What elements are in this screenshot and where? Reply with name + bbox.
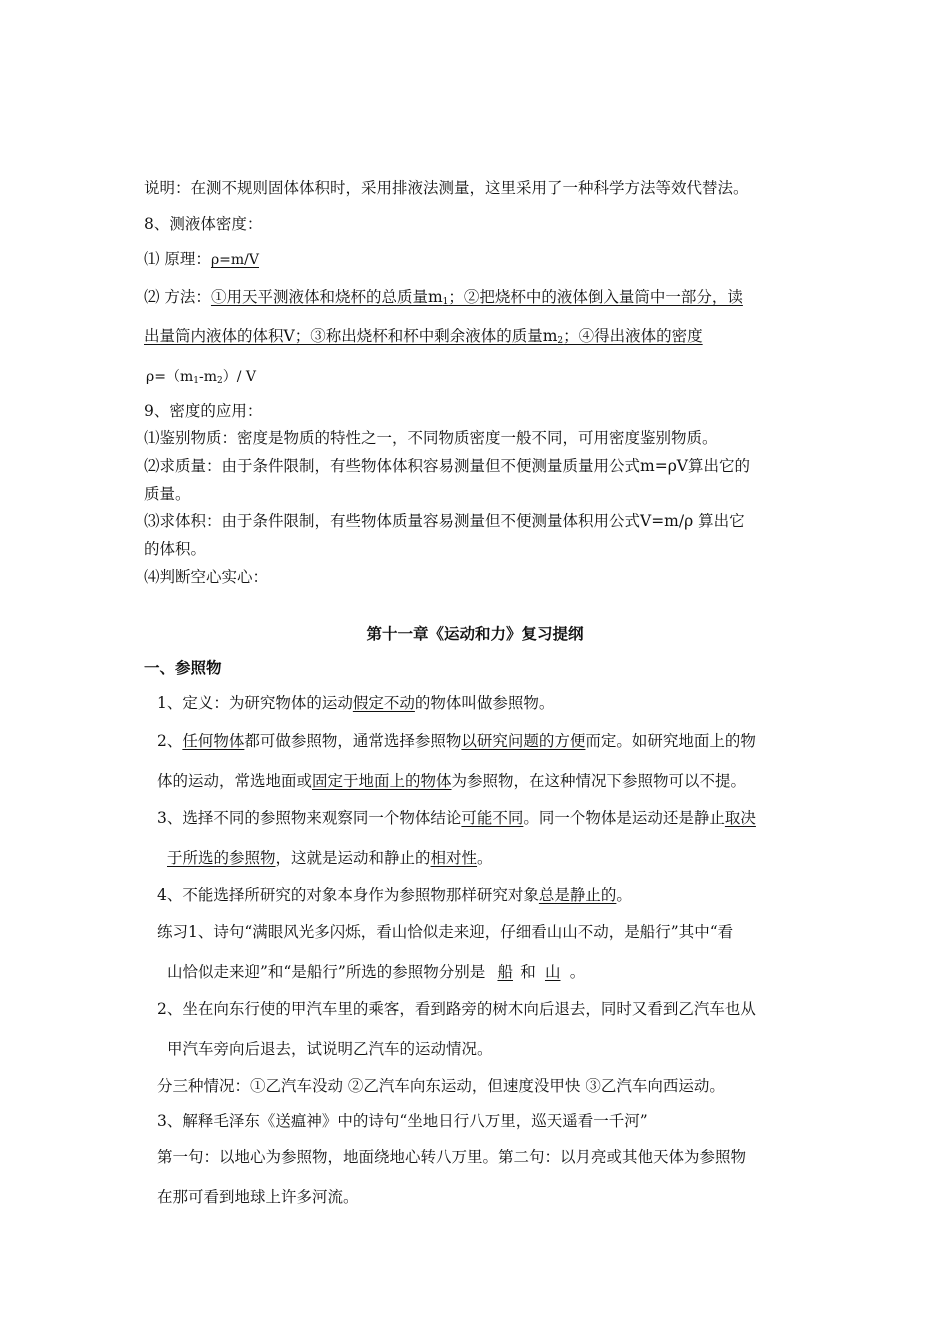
method-step-1: ①用天平测液体和烧杯的总质量$m_1$；②把烧杯中的液体倒入量筒中一部分，读 [210,288,743,307]
item-3-line-1: 3、选择不同的参照物来观察同一个物体结论可能不同。同一个物体是运动还是静止取决 [157,809,756,827]
identify-substance: ⑴鉴别物质：密度是物质的特性之一，不同物质密度一般不同，可用密度鉴别物质。 [144,429,718,447]
find-volume-line-2: 的体积。 [144,540,207,558]
find-mass-line-1: ⑵求质量：由于条件限制，有些物体体积容易测量但不便测量质量用公式m=ρV算出它的 [144,457,750,475]
item-2-line-1: 2、任何物体都可做参照物，通常选择参照物以研究问题的方便而定。如研究地面上的物 [157,732,756,750]
section-heading-reference-frame: 一、参照物 [144,659,222,677]
exercise-2-answer: 分三种情况：①乙汽车没动 ②乙汽车向东运动，但速度没甲快 ③乙汽车向西运动。 [157,1077,725,1095]
exercise-1-line-1: 练习1、诗句“满眼风光多闪烁，看山恰似走来迎，仔细看山山不动，是船行”其中“看 [157,923,734,941]
principle-prefix: ⑴ 原理： [144,250,211,268]
exercise-3-line-1: 3、解释毛泽东《送瘟神》中的诗句“坐地日行八万里，巡天遥看一千河” [157,1112,648,1130]
answer-1: 船 [497,963,513,981]
principle-line [144,248,259,271]
item-2-line-2: 体的运动，常选地面或固定于地面上的物体为参照物，在这种情况下参照物可以不提。 [157,772,747,790]
exercise-2-line-2: 甲汽车旁向后退去，试说明乙汽车的运动情况。 [167,1040,493,1058]
find-volume-line-1: ⑶求体积：由于条件限制，有些物体质量容易测量但不便测量体积用公式V=m/ρ 算出它 [144,512,745,530]
exercise-1-line-2: 山恰似走来迎”和“是船行”所选的参照物分别是 船 和 山 。 [167,963,586,981]
exercise-3-line-3: 在那可看到地球上许多河流。 [157,1188,359,1206]
section-9-heading: 9、密度的应用： [144,402,263,420]
chapter-title: 第十一章《运动和力》复习提纲 [366,625,584,643]
exercise-2-line-1: 2、坐在向东行使的甲汽车里的乘客，看到路旁的树木向后退去，同时又看到乙汽车也从 [157,1000,756,1018]
density-formula: $\rho=(m_1-m_2)/$ V [146,369,257,386]
exercise-3-line-2: 第一句：以地心为参照物，地面绕地心转八万里。第二句：以月亮或其他天体为参照物 [157,1148,747,1166]
method-step-3: 出量筒内液体的体积V；③称出烧杯和杯中剩余液体的质量$m_2$；④得出液体的密度 [144,327,703,346]
find-mass-line-2: 质量。 [144,485,191,503]
hollow-solid-line: ⑷判断空心实心： [144,568,269,586]
definition-line: 1、定义：为研究物体的运动假定不动的物体叫做参照物。 [157,694,555,712]
method-prefix: ⑵ 方法： [144,288,211,306]
section-8-heading: 8、测液体密度： [144,215,263,233]
method-line-2 [144,325,703,352]
method-line-1 [144,286,743,313]
note-line: 说明：在测不规则固体体积时，采用排液法测量，这里采用了一种科学方法等效代替法。 [144,179,749,197]
item-3-line-2: 于所选的参照物，这就是运动和静止的相对性。 [167,849,493,867]
item-4-line: 4、不能选择所研究的对象本身作为参照物那样研究对象总是静止的。 [157,886,632,904]
principle-formula: ρ=m/V [210,252,260,268]
answer-2: 山 [544,963,561,981]
